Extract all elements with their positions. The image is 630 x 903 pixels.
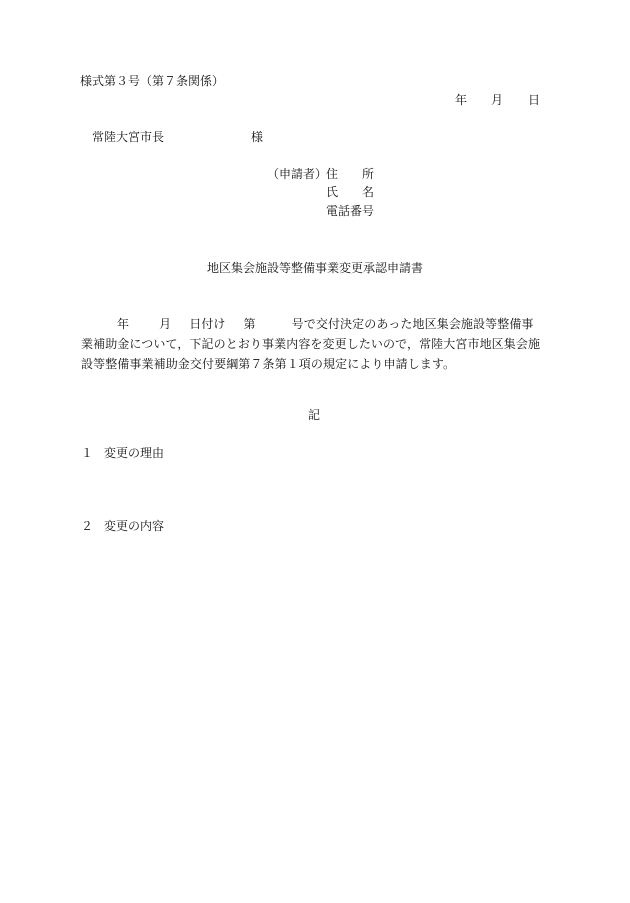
applicant-name-label: 氏 名 — [326, 185, 375, 199]
body-line-1-tail: 号で交付決定のあった地区集会施設等整備事 — [291, 317, 534, 331]
item-1-label: 変更の理由 — [104, 446, 165, 460]
applicant-address-label: 住 所 — [326, 167, 375, 181]
item-2-label: 変更の内容 — [104, 519, 165, 533]
body-line-3: 設等整備事業補助金交付要綱第７条第１項の規定により申請します。 — [81, 357, 456, 371]
date-day-label: 日 — [528, 93, 541, 107]
body-paragraph — [81, 314, 551, 374]
recipient-honorific: 様 — [251, 130, 264, 144]
date-year-label: 年 — [455, 93, 468, 107]
document-title: 地区集会施設等整備事業変更承認申請書 — [207, 261, 424, 275]
applicant-phone-label: 電話番号 — [326, 204, 375, 218]
date-month-label: 月 — [491, 93, 504, 107]
item-1-number: １ — [81, 446, 94, 460]
form-number: 様式第３号（第７条関係） — [80, 74, 225, 88]
body-month-label: 月 — [159, 317, 172, 331]
body-year-label: 年 — [117, 317, 130, 331]
body-line-2: 業補助金について，下記のとおり事業内容を変更したいので，常陸大宮市地区集会施 — [81, 337, 541, 351]
body-number-prefix: 第 — [243, 317, 256, 331]
recipient-name: 常陸大宮市長 — [92, 130, 165, 144]
applicant-label: （申請者） — [267, 167, 328, 181]
body-dated-label: 日付け — [189, 317, 226, 331]
note-heading: 記 — [308, 408, 321, 422]
item-2-number: ２ — [81, 519, 94, 533]
body-line-1 — [81, 314, 551, 334]
